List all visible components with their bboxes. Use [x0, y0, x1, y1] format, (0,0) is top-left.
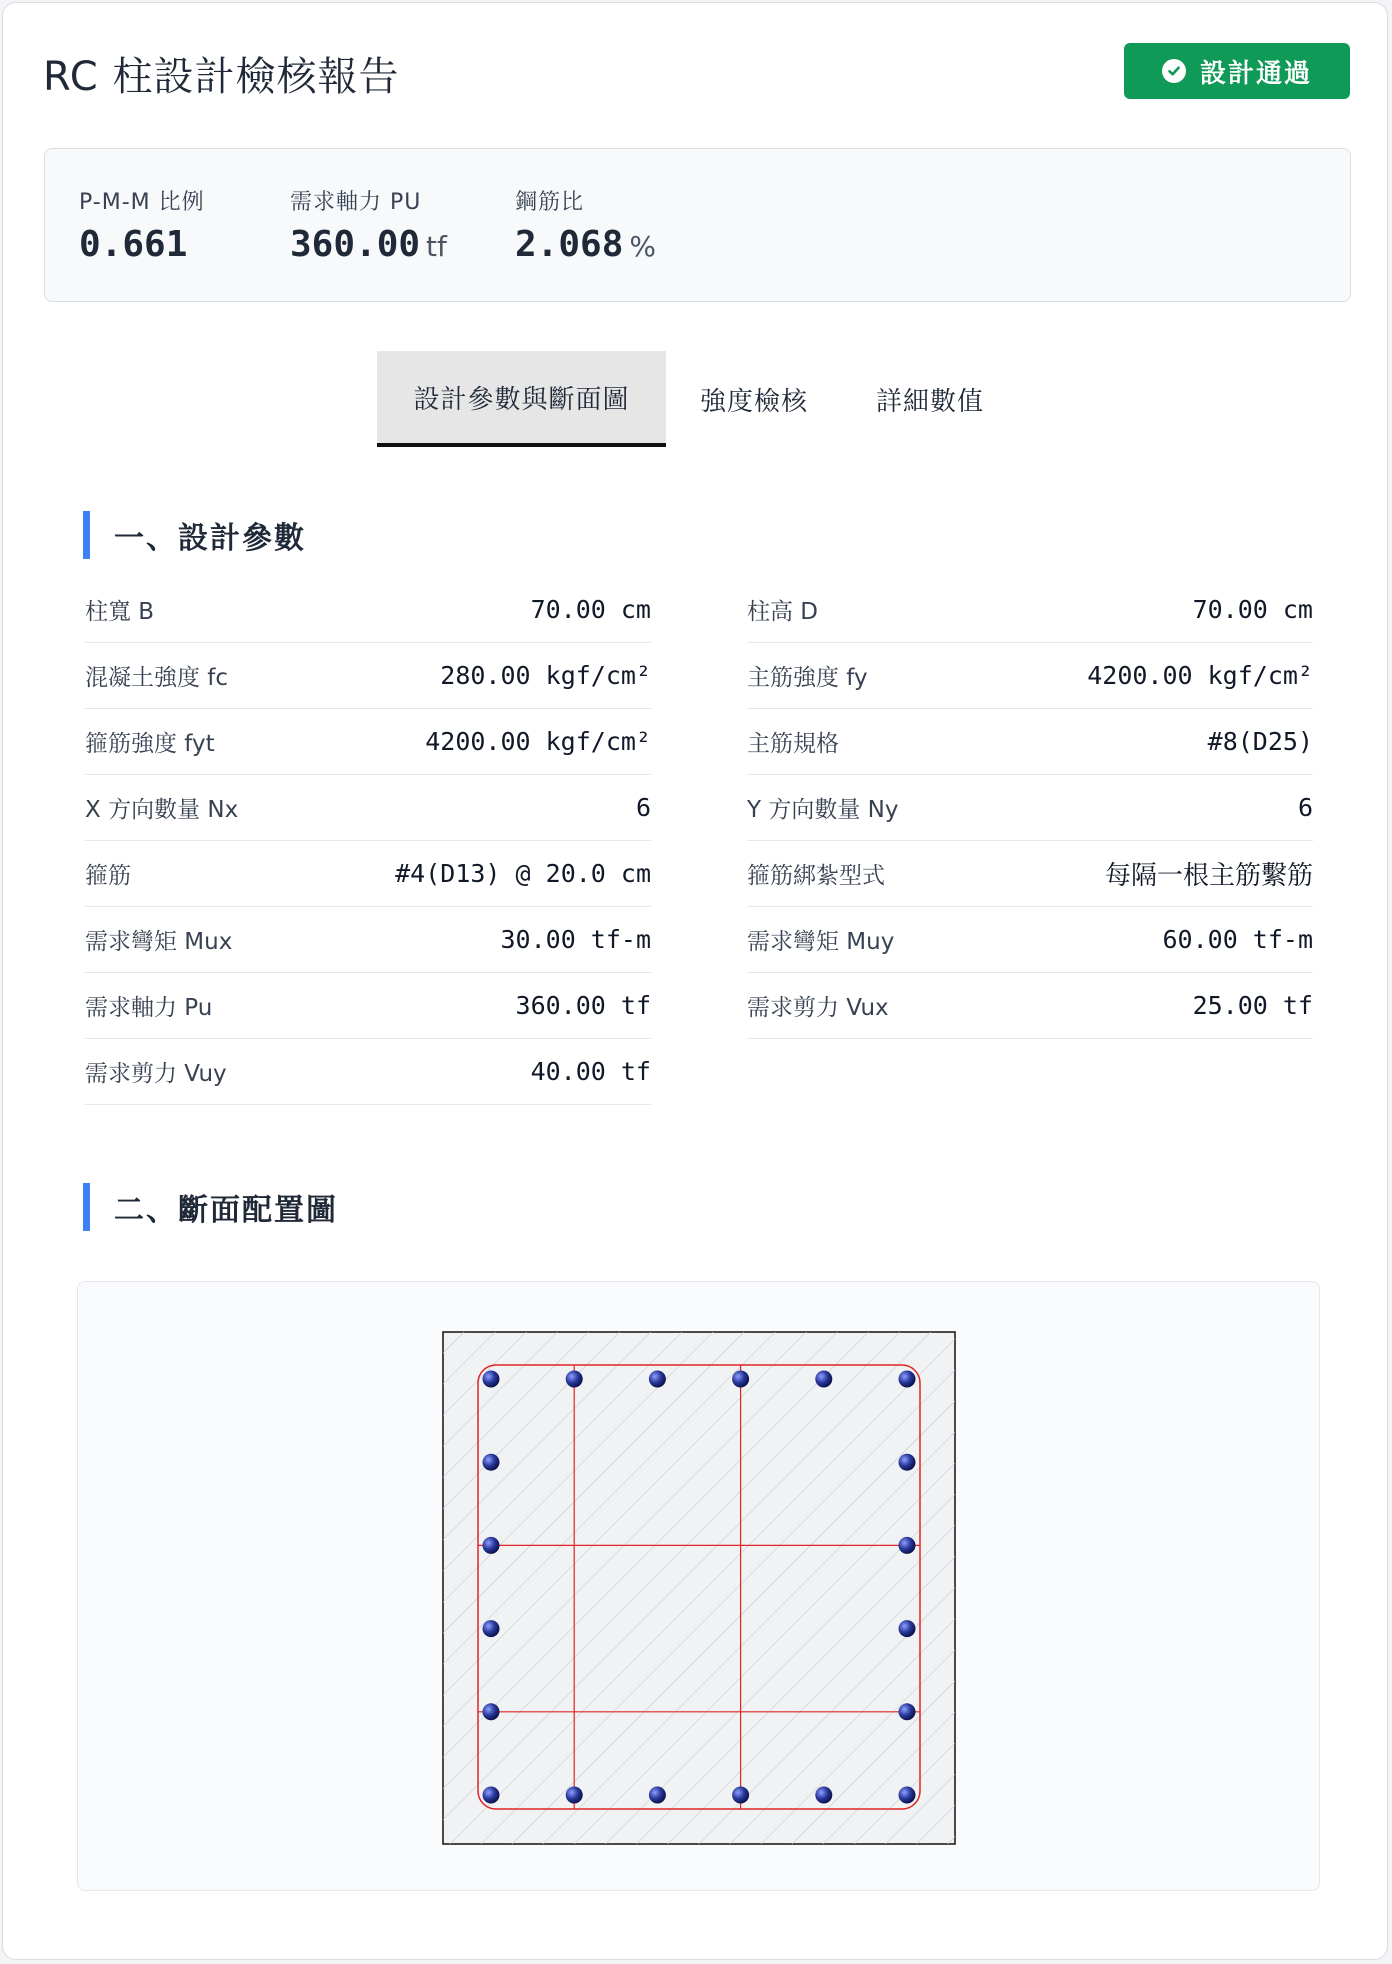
param-key: 主筋強度 fy	[747, 665, 868, 691]
param-key: 需求彎矩 Mux	[85, 929, 233, 955]
rebar	[899, 1787, 916, 1804]
param-value: #8(D25)	[1207, 727, 1313, 756]
status-badge-label: 設計通過	[1199, 58, 1312, 89]
rebar	[566, 1787, 583, 1804]
tab-strength-check[interactable]: 強度檢核	[699, 386, 808, 417]
rebar	[483, 1371, 500, 1388]
params-right-column	[747, 577, 1313, 1039]
rebar	[649, 1787, 666, 1804]
rebar	[483, 1620, 500, 1637]
rebar	[483, 1537, 500, 1554]
metric-rho-label: 鋼筋比	[515, 190, 585, 215]
param-key: 箍筋	[85, 863, 131, 889]
param-key: 柱寬 B	[85, 599, 155, 625]
param-row	[747, 775, 1313, 841]
metric-pu-unit: tf	[426, 230, 447, 263]
tab-detailed-values[interactable]: 詳細數值	[875, 386, 984, 417]
param-row	[85, 709, 651, 775]
concrete-hatch	[443, 1332, 955, 1844]
metric-rho-unit: %	[629, 230, 656, 263]
param-row	[85, 907, 651, 973]
param-row	[85, 577, 651, 643]
column-cross-section	[78, 1282, 1321, 1892]
section-drawing-title: 二、斷面配置圖	[83, 1183, 338, 1231]
param-key: 箍筋強度 fyt	[85, 731, 215, 757]
rebar	[566, 1371, 583, 1388]
check-circle-icon	[1162, 59, 1186, 83]
param-key: X 方向數量 Nx	[85, 797, 239, 823]
metric-pmm-value: 0.661	[79, 224, 188, 265]
param-key: 需求剪力 Vuy	[85, 1061, 227, 1087]
rebar	[899, 1703, 916, 1720]
metric-pmm-label: P-M-M 比例	[79, 190, 205, 215]
page-title: RC 柱設計檢核報告	[43, 54, 400, 100]
param-row	[85, 973, 651, 1039]
params-left-column	[85, 577, 651, 1105]
rebar	[649, 1371, 666, 1388]
param-row	[747, 907, 1313, 973]
summary-panel	[44, 148, 1351, 302]
param-row	[747, 577, 1313, 643]
status-badge	[1124, 43, 1350, 99]
param-row	[747, 643, 1313, 709]
rebar	[815, 1371, 832, 1388]
param-key: 需求彎矩 Muy	[747, 929, 895, 955]
param-key: 需求軸力 Pu	[85, 995, 213, 1021]
param-value: 280.00 kgf/cm²	[440, 661, 651, 690]
param-value: 360.00 tf	[515, 991, 651, 1020]
metric-rho-value-wrap	[515, 224, 656, 265]
rebar	[732, 1371, 749, 1388]
rebar	[483, 1787, 500, 1804]
rebar	[899, 1620, 916, 1637]
metric-pu-value-wrap	[290, 224, 447, 265]
metric-pmm	[79, 185, 205, 265]
param-value: 30.00 tf-m	[500, 925, 651, 954]
metric-pu	[290, 185, 447, 265]
param-row	[85, 643, 651, 709]
param-key: 箍筋綁紮型式	[747, 863, 885, 889]
param-value: 6	[1297, 793, 1313, 822]
param-value: 70.00 cm	[530, 595, 651, 624]
param-value: 70.00 cm	[1192, 595, 1313, 624]
param-row	[85, 775, 651, 841]
param-key: 混凝土強度 fc	[85, 665, 229, 691]
metric-rho	[515, 185, 656, 265]
param-row	[85, 1039, 651, 1105]
rebar	[815, 1787, 832, 1804]
param-row	[747, 709, 1313, 775]
param-value: 40.00 tf	[530, 1057, 651, 1086]
metric-pu-label: 需求軸力 PU	[290, 190, 422, 215]
rebar	[732, 1787, 749, 1804]
rebar	[899, 1371, 916, 1388]
param-row	[747, 841, 1313, 907]
param-value: 6	[635, 793, 651, 822]
param-key: 需求剪力 Vux	[747, 995, 889, 1021]
param-value: 25.00 tf	[1192, 991, 1313, 1020]
rebar	[899, 1537, 916, 1554]
section-design-params-title: 一、設計參數	[83, 511, 306, 559]
param-value: 4200.00 kgf/cm²	[1087, 661, 1313, 690]
param-key: Y 方向數量 Ny	[747, 797, 899, 823]
tab-design-params[interactable]: 設計參數與斷面圖	[377, 351, 666, 447]
metric-rho-value: 2.068	[515, 224, 624, 265]
param-row	[747, 973, 1313, 1039]
param-key: 主筋規格	[747, 731, 839, 757]
rebar	[483, 1703, 500, 1720]
param-row	[85, 841, 651, 907]
report-card	[2, 2, 1388, 1960]
rebar	[483, 1454, 500, 1471]
param-key: 柱高 D	[747, 599, 819, 625]
param-value: 60.00 tf-m	[1162, 925, 1313, 954]
rebar	[899, 1454, 916, 1471]
metric-pu-value: 360.00	[290, 224, 421, 265]
param-value: 每隔一根主筋繫筋	[1104, 861, 1313, 891]
param-value: 4200.00 kgf/cm²	[425, 727, 651, 756]
section-drawing-panel	[77, 1281, 1320, 1891]
param-value: #4(D13) @ 20.0 cm	[395, 859, 651, 888]
